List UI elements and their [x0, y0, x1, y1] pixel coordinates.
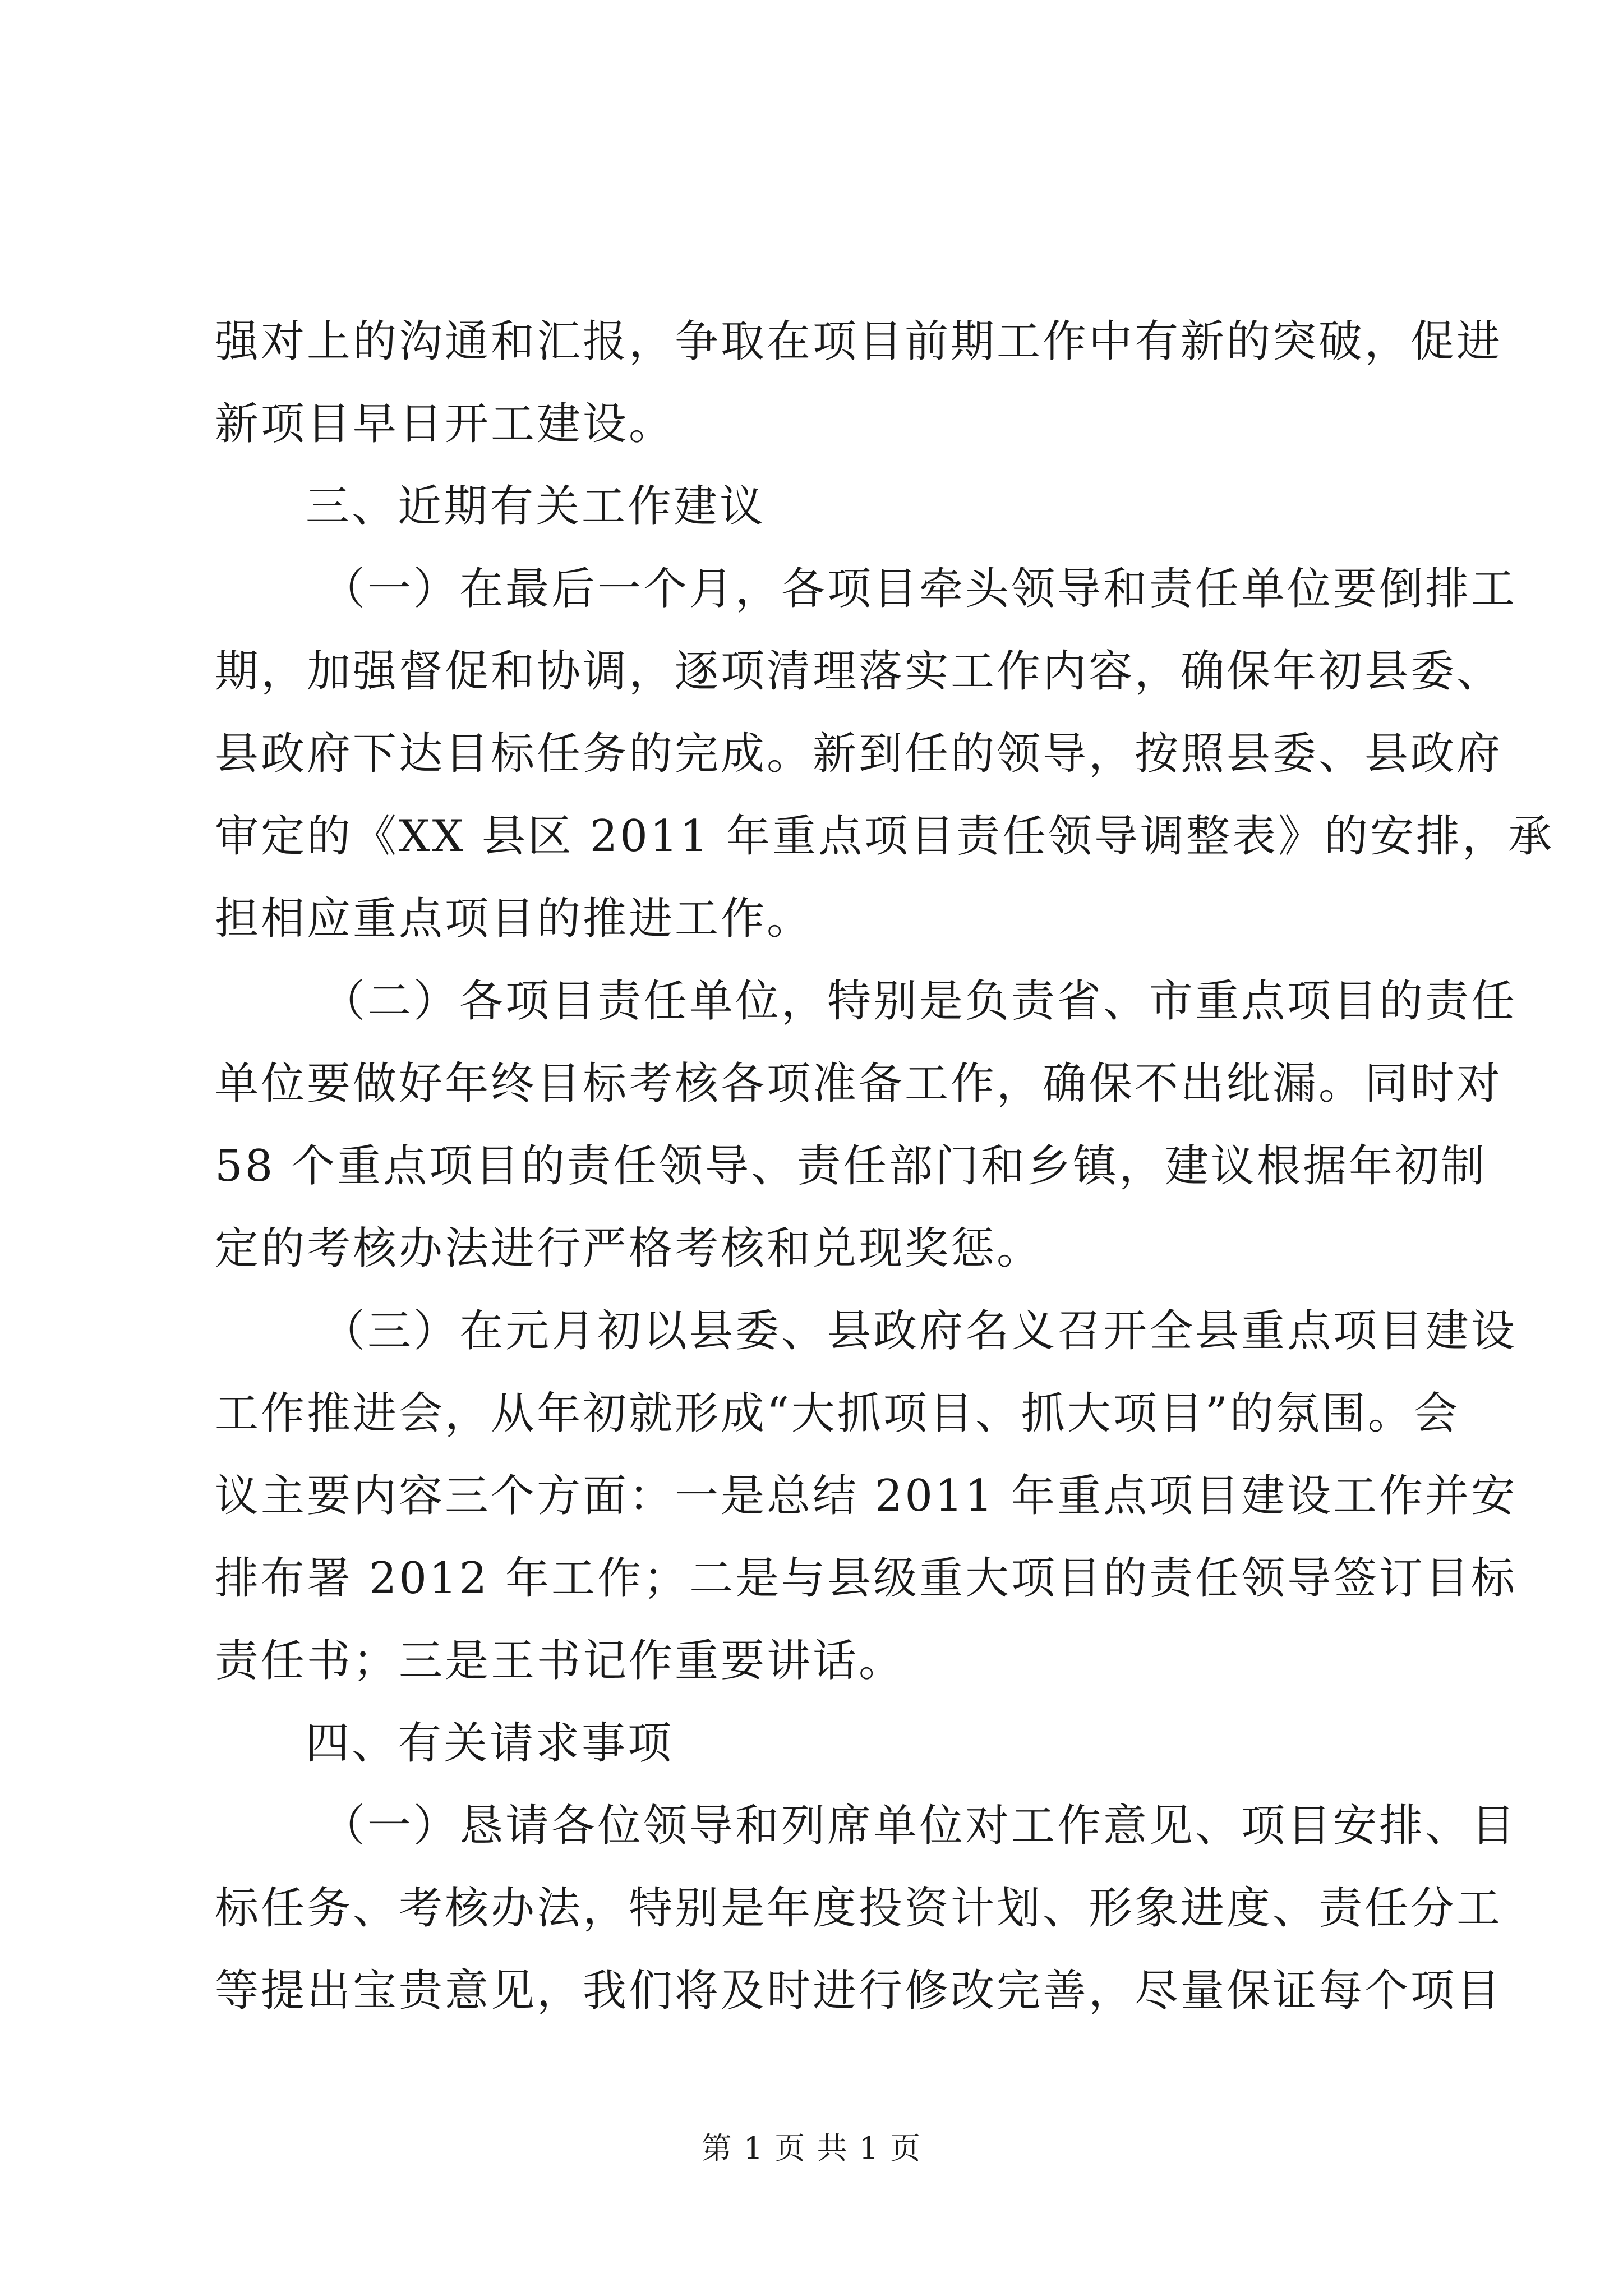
paragraph-item: [215, 960, 1518, 1290]
text-line: 责任书；三是王书记作重要讲话。: [215, 1636, 905, 1686]
section-heading: [215, 466, 1421, 548]
text-line: 担相应重点项目的推进工作。: [215, 894, 813, 944]
text-line: 工作推进会，从年初就形成“大抓项目、抓大项目”的氛围。会: [215, 1388, 1460, 1439]
text-line: （一）在最后一个月，各项目牵头领导和责任单位要倒排工: [321, 564, 1518, 614]
paragraph-continuation: [215, 301, 1503, 466]
section-heading: [215, 1703, 1421, 1785]
text-line: 审定的《XX 县区 2011 年重点项目责任领导调整表》的安排，承: [215, 811, 1554, 862]
text-line: 等提出宝贵意见，我们将及时进行修改完善，尽量保证每个项目: [215, 1966, 1503, 2016]
text-line: 58 个重点项目的责任领导、责任部门和乡镇，建议根据年初制: [215, 1141, 1487, 1191]
text-line: 标任务、考核办法，特别是年度投资计划、形象进度、责任分工: [215, 1883, 1503, 1934]
text-line: 新项目早日开工建设。: [215, 399, 675, 449]
paragraph-item: [215, 548, 1554, 960]
document-body: [215, 301, 1554, 2032]
text-line: 期，加强督促和协调，逐项清理落实工作内容，确保年初县委、: [215, 646, 1503, 697]
heading-line: 三、近期有关工作建议: [306, 481, 766, 532]
paragraph-item: [215, 1785, 1518, 2032]
text-line: 定的考核办法进行严格考核和兑现奖惩。: [215, 1223, 1043, 1274]
page-number-footer: 第 1 页 共 1 页: [701, 2131, 922, 2166]
text-line: 议主要内容三个方面：一是总结 2011 年重点项目建设工作并安: [215, 1471, 1518, 1521]
text-line: 单位要做好年终目标考核各项准备工作，确保不出纰漏。同时对: [215, 1059, 1503, 1109]
text-line: （二）各项目责任单位，特别是负责省、市重点项目的责任: [321, 976, 1518, 1027]
text-line: 排布署 2012 年工作；二是与县级重大项目的责任领导签订目标: [215, 1553, 1518, 1604]
text-line: （一）恳请各位领导和列席单位对工作意见、项目安排、目: [321, 1801, 1518, 1851]
text-line: 强对上的沟通和汇报，争取在项目前期工作中有新的突破，促进: [215, 316, 1503, 367]
text-line: （三）在元月初以县委、县政府名义召开全县重点项目建设: [321, 1306, 1518, 1356]
paragraph-item: [215, 1290, 1518, 1703]
heading-line: 四、有关请求事项: [306, 1718, 674, 1769]
text-line: 县政府下达目标任务的完成。新到任的领导，按照县委、县政府: [215, 729, 1503, 779]
